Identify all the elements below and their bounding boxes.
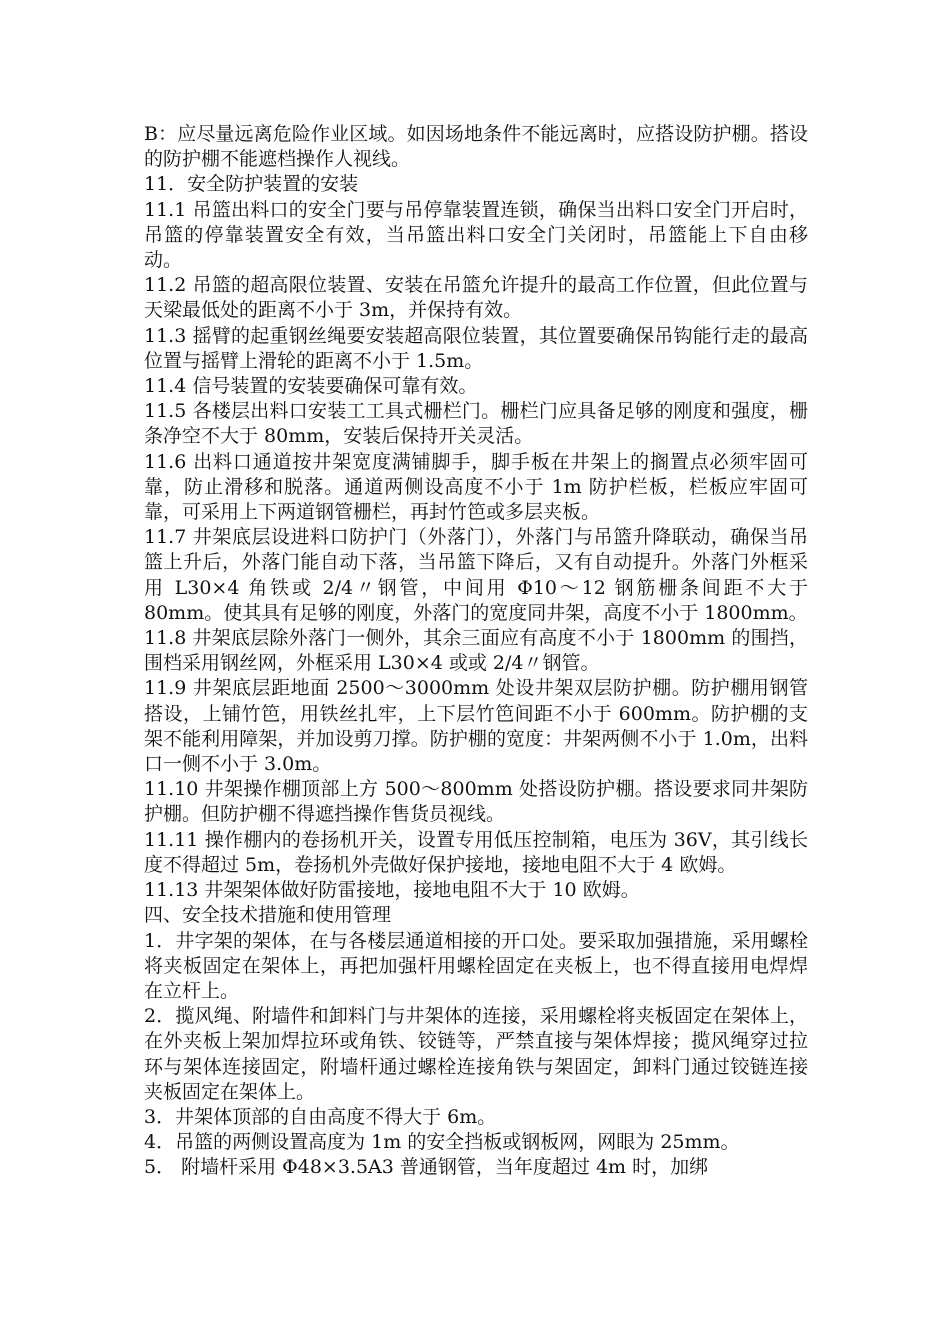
paragraph-11-11: 11.11 操作棚内的卷扬机开关，设置专用低压控制箱，电压为 36V，其引线长度不得超过 5m，卷扬机外壳做好保护接地，接地电阻不大于 4 欧姆。	[144, 828, 808, 876]
paragraph-11-9: 11.9 井架底层距地面 2500～3000mm 处设井架双层防护棚。防护棚用钢管搭设，上铺竹笆，用铁丝扎牢，上下层竹笆间距不小于 600mm。防护棚的支架不能利用障架，并加设剪刀撑。防护棚的宽度：井架两侧不小于 1.0m，出料口一侧不小于 3.0m。	[144, 677, 808, 776]
paragraph-11-3: 11.3 摇臂的起重钢丝绳要安装超高限位装置，其位置要确保吊钩能行走的最高位置与摇臂上滑轮的距离不小于 1.5m。	[144, 324, 808, 372]
paragraph-11-8: 11.8 井架底层除外落门一侧外，其余三面应有高度不小于 1800mm 的围挡，围档采用钢丝网，外框采用 L30×4 或或 2/4〃钢管。	[144, 627, 808, 675]
document-body	[144, 122, 808, 1181]
paragraph-11-6: 11.6 出料口通道按井架宽度满铺脚手，脚手板在井架上的搁置点必须牢固可靠，防止滑移和脱落。通道两侧设高度不小于 1m 防护栏板，栏板应牢固可靠，可采用上下两道钢管栅栏，再封竹笆或多层夹板。	[144, 450, 808, 524]
paragraph-11-2: 11.2 吊篮的超高限位装置、安装在吊篮允许提升的最高工作位置，但此位置与天梁最低处的距离不小于 3m，并保持有效。	[144, 274, 808, 322]
paragraph-11-4: 11.4 信号装置的安装要确保可靠有效。	[144, 375, 478, 398]
paragraph-b-protection-shed: B：应尽量远离危险作业区域。如因场地条件不能远离时，应搭设防护棚。搭设的防护棚不能遮档操作人视线。	[144, 123, 808, 171]
section-heading-4: 四、安全技术措施和使用管理	[144, 904, 392, 927]
paragraph-item-3: 3．井架体顶部的自由高度不得大于 6m。	[144, 1105, 497, 1128]
paragraph-11-7: 11.7 井架底层设进料口防护门（外落门），外落门与吊篮升降联动，确保当吊篮上升后，外落门能自动下落，当吊篮下降后，又有自动提升。外落门外框采用 L30×4 角铁或 2/4〃钢管，中间用 Φ10～12 钢筋栅条间距不大于 80mm。使其具有足够的刚度，外落门的宽度同井架，高度不小于 1800mm。	[144, 526, 808, 624]
paragraph-item-4: 4．吊篮的两侧设置高度为 1m 的安全挡板或钢板网，网眼为 25mm。	[144, 1131, 740, 1154]
paragraph-item-5: 5． 附墙杆采用 Φ48×3.5A3 普通钢管，当年度超过 4m 时，加绑	[144, 1156, 709, 1179]
paragraph-11-13: 11.13 井架架体做好防雷接地，接地电阻不大于 10 欧姆。	[144, 879, 640, 902]
paragraph-11-5: 11.5 各楼层出料口安装工工具式栅栏门。栅栏门应具备足够的刚度和强度，栅条净空不大于 80mm，安装后保持开关灵活。	[144, 400, 808, 448]
paragraph-11-1: 11.1 吊篮出料口的安全门要与吊停靠装置连锁，确保当出料口安全门开启时，吊篮的停靠装置安全有效，当吊篮出料口安全门关闭时，吊篮能上下自由移动。	[144, 198, 808, 272]
paragraph-item-1: 1．井字架的架体，在与各楼层通道相接的开口处。要采取加强措施，采用螺栓将夹板固定在架体上，再把加强杆用螺栓固定在夹板上，也不得直接用电焊焊在立杆上。	[144, 929, 808, 1002]
section-heading-11: 11．安全防护装置的安装	[144, 173, 359, 196]
paragraph-item-2: 2．揽风绳、附墙件和卸料门与井架体的连接，采用螺栓将夹板固定在架体上，在外夹板上架加焊拉环或角铁、铰链等，严禁直接与架体焊接；揽风绳穿过拉环与架体连接固定，附墙杆通过螺栓连接角铁与架固定，卸料门通过铰链连接夹板固定在架体上。	[144, 1005, 808, 1103]
paragraph-11-10: 11.10 井架操作棚顶部上方 500～800mm 处搭设防护棚。搭设要求同井架防护棚。但防护棚不得遮挡操作售货员视线。	[144, 778, 808, 826]
